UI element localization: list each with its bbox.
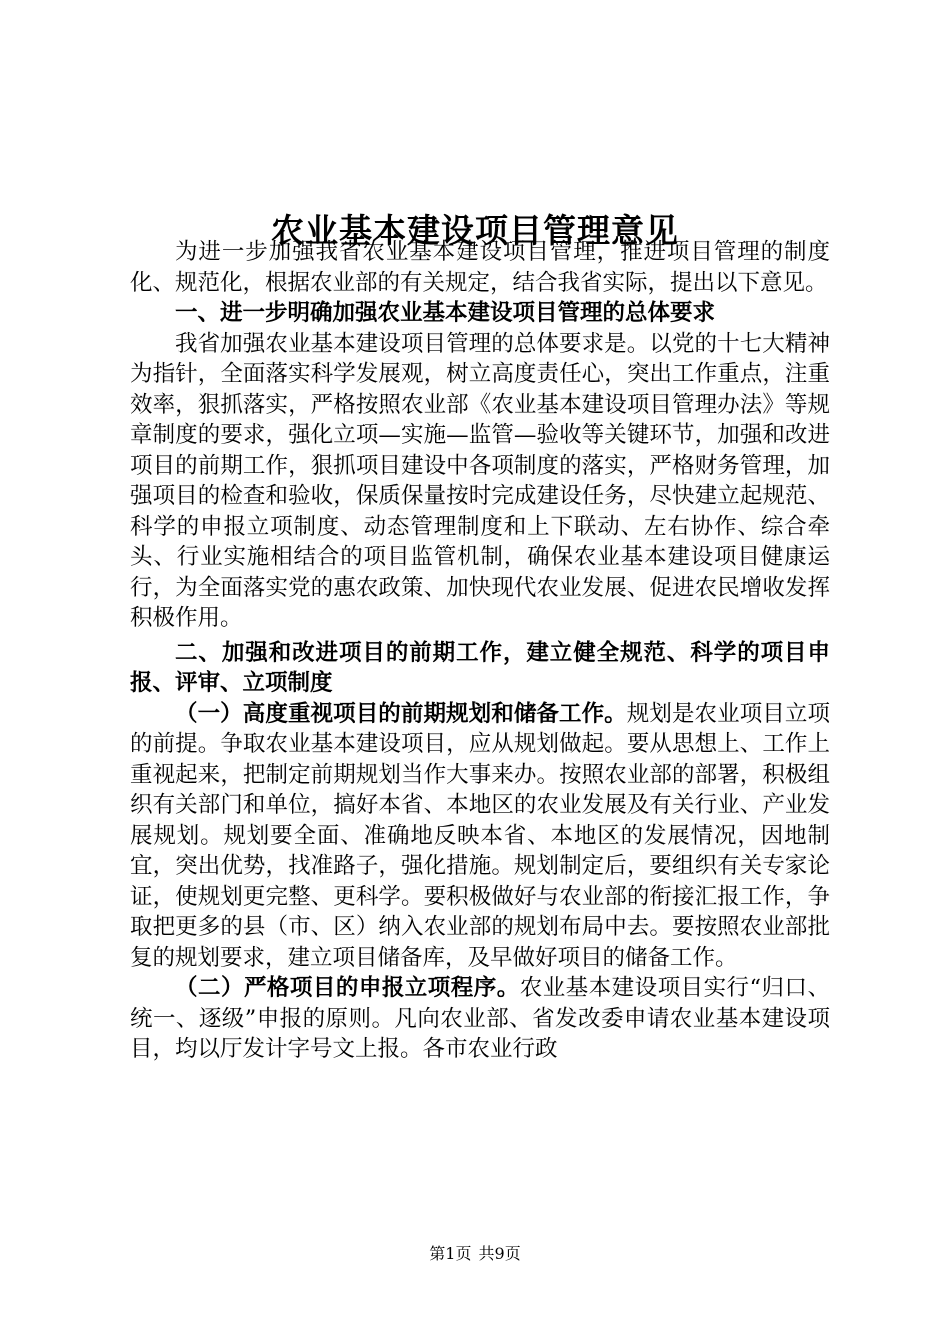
- section-2-item-2-lead: （二）严格项目的申报立项程序。: [175, 975, 520, 1001]
- section-2-item-1-paragraph: [130, 699, 830, 974]
- section-1-paragraph: 我省加强农业基本建设项目管理的总体要求是。以党的十七大精神为指针，全面落实科学发展观，树立高度责任心，突出工作重点，注重效率，狠抓落实，严格按照农业部《农业基本建设项目管理办法》等规章制度的要求，强化立项—实施—监管—验收等关键环节，加强和改进项目的前期工作，狠抓项目建设中各项制度的落实，严格财务管理，加强项目的检查和验收，保质保量按时完成建设任务，尽快建立起规范、科学的申报立项制度、动态管理制度和上下联动、左右协作、综合牵头、行业实施相结合的项目监管机制，确保农业基本建设项目健康运行，为全面落实党的惠农政策、加快现代农业发展、促进农民增收发挥积极作用。: [130, 330, 830, 631]
- section-2-item-2-paragraph: [130, 973, 830, 1065]
- section-2-item-1-lead: （一）高度重视项目的前期规划和储备工作。: [175, 700, 627, 727]
- section-2-heading: 二、加强和改进项目的前期工作，建立健全规范、科学的项目申报、评审、立项制度: [130, 639, 830, 696]
- page-number: 第1页: [429, 1244, 472, 1263]
- section-2-item-2-body: 农业基本建设项目实行“归口、统一、逐级”申报的原则。凡向农业部、省发改委申请农业基本建设项目，均以厅发计字号文上报。各市农业行政: [130, 975, 830, 1062]
- document-body: [130, 237, 830, 1065]
- page-footer: [0, 1242, 950, 1266]
- page-total: 共9页: [478, 1244, 521, 1263]
- document-title: 农业基本建设项目管理意见: [271, 211, 679, 251]
- section-2-item-1-body: 规划是农业项目立项的前提。争取农业基本建设项目，应从规划做起。要从思想上、工作上重视起来，把制定前期规划当作大事来办。按照农业部的部署，积极组织有关部门和单位，搞好本省、本地区的农业发展及有关行业、产业发展规划。规划要全面、准确地反映本省、本地区的发展情况，因地制宜，突出优势，找准路子，强化措施。规划制定后，要组织有关专家论证，使规划更完整、更科学。要积极做好与农业部的衔接汇报工作，争取把更多的县（市、区）纳入农业部的规划布局中去。要按照农业部批复的规划要求，建立项目储备库，及早做好项目的储备工作。: [130, 700, 830, 971]
- intro-paragraph: 为进一步加强我省农业基本建设项目管理，推进项目管理的制度化、规范化，根据农业部的有关规定，结合我省实际，提出以下意见。: [130, 239, 830, 296]
- section-1-heading: 一、进一步明确加强农业基本建设项目管理的总体要求: [175, 300, 716, 326]
